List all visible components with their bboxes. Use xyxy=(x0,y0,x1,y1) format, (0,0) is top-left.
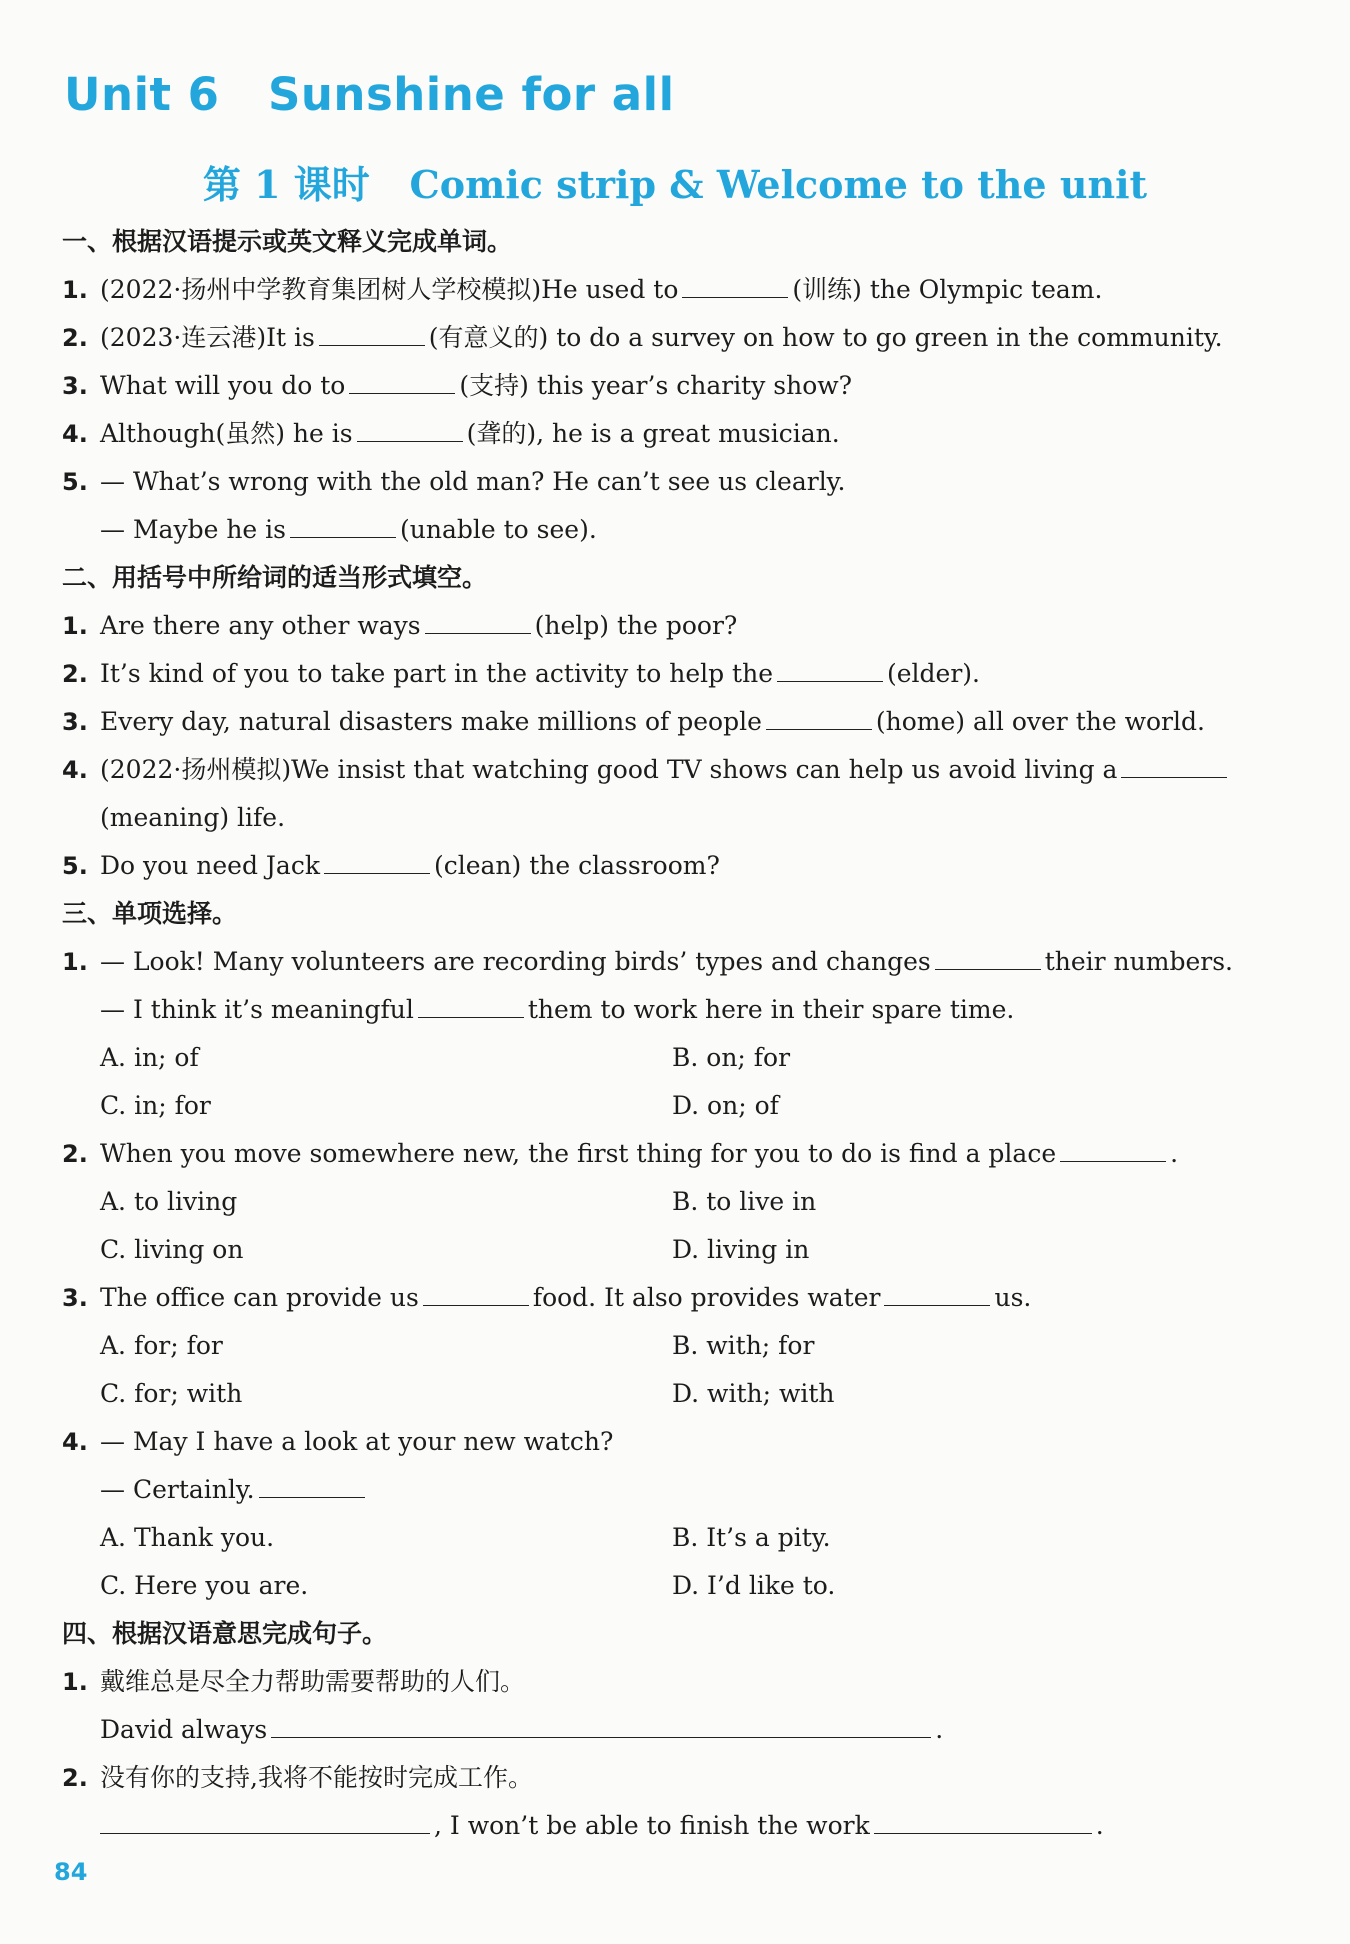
s2-q5 xyxy=(62,842,1262,890)
answer-blank[interactable] xyxy=(1060,1135,1166,1162)
answer-blank[interactable] xyxy=(349,367,455,394)
s3-q4-options-cd xyxy=(62,1562,1262,1610)
question-text: food. It also provides water xyxy=(532,1283,881,1312)
s1-q5-line2 xyxy=(62,506,1262,554)
question-text: Are there any other ways xyxy=(100,611,421,640)
option-d[interactable]: D. with; with xyxy=(672,1379,835,1408)
s1-q3 xyxy=(62,362,1262,410)
s3-q4-line2 xyxy=(62,1466,1262,1514)
option-b[interactable]: B. It’s a pity. xyxy=(672,1523,831,1552)
option-c[interactable]: C. in; for xyxy=(100,1091,211,1120)
question-text: (2023·连云港)It is xyxy=(100,323,315,352)
question-number: 5. xyxy=(62,852,88,880)
answer-blank[interactable] xyxy=(271,1711,931,1738)
s3-q4-options-ab xyxy=(62,1514,1262,1562)
question-text: their numbers. xyxy=(1044,947,1233,976)
lesson-title: 第 1 课时 Comic strip & Welcome to the unit xyxy=(202,162,1148,207)
answer-blank[interactable] xyxy=(935,943,1041,970)
question-text: — I think it’s meaningful xyxy=(100,995,414,1024)
question-text: us. xyxy=(994,1283,1032,1312)
section4-heading: 四、根据汉语意思完成句子。 xyxy=(62,1619,388,1648)
s3-q2 xyxy=(62,1130,1262,1178)
question-number: 3. xyxy=(62,1284,88,1312)
question-text: (clean) the classroom? xyxy=(433,851,720,880)
question-text: (help) the poor? xyxy=(534,611,738,640)
question-text: (elder). xyxy=(887,659,980,688)
option-b[interactable]: B. on; for xyxy=(672,1043,791,1072)
s4-q1-line2 xyxy=(62,1706,1262,1754)
answer-blank[interactable] xyxy=(319,319,425,346)
question-number: 1. xyxy=(62,1668,88,1696)
s2-q4-line2 xyxy=(62,794,1262,842)
option-a[interactable]: A. Thank you. xyxy=(100,1523,275,1552)
question-number: 1. xyxy=(62,948,88,976)
question-number: 2. xyxy=(62,1140,88,1168)
question-number: 3. xyxy=(62,372,88,400)
answer-blank[interactable] xyxy=(884,1279,990,1306)
s3-q3 xyxy=(62,1274,1262,1322)
s3-q1-options-cd xyxy=(62,1082,1262,1130)
section3-heading: 三、单项选择。 xyxy=(62,899,238,928)
option-b[interactable]: B. to live in xyxy=(672,1187,817,1216)
s3-q3-options-ab xyxy=(62,1322,1262,1370)
section1-heading: 一、根据汉语提示或英文释义完成单词。 xyxy=(62,227,513,256)
question-text: — Certainly. xyxy=(100,1475,255,1504)
answer-blank[interactable] xyxy=(357,415,463,442)
question-text: (meaning) life. xyxy=(100,803,286,832)
s2-q3 xyxy=(62,698,1262,746)
option-c[interactable]: C. for; with xyxy=(100,1379,243,1408)
question-number: 4. xyxy=(62,1428,88,1456)
unit-title: Unit 6 Sunshine for all xyxy=(64,68,675,121)
s3-q1-line2 xyxy=(62,986,1262,1034)
option-c[interactable]: C. living on xyxy=(100,1235,244,1264)
option-d[interactable]: D. I’d like to. xyxy=(672,1571,836,1600)
option-d[interactable]: D. on; of xyxy=(672,1091,779,1120)
answer-blank[interactable] xyxy=(100,1807,430,1834)
option-a[interactable]: A. in; of xyxy=(100,1043,199,1072)
s2-q1 xyxy=(62,602,1262,650)
question-number: 2. xyxy=(62,324,88,352)
s4-q2-line1 xyxy=(62,1754,1262,1802)
answer-blank[interactable] xyxy=(874,1807,1092,1834)
answer-blank[interactable] xyxy=(290,511,396,538)
question-text: . xyxy=(1095,1811,1104,1840)
s2-q4-line1 xyxy=(62,746,1262,794)
question-number: 4. xyxy=(62,756,88,784)
question-text: (聋的), he is a great musician. xyxy=(466,419,840,448)
s3-q1-line1 xyxy=(62,938,1262,986)
question-number: 2. xyxy=(62,660,88,688)
s4-q2-line2 xyxy=(62,1802,1262,1850)
option-c[interactable]: C. Here you are. xyxy=(100,1571,309,1600)
question-text: David always xyxy=(100,1715,268,1744)
question-text: What will you do to xyxy=(100,371,346,400)
answer-blank[interactable] xyxy=(682,271,788,298)
question-number: 3. xyxy=(62,708,88,736)
s3-q1-options-ab xyxy=(62,1034,1262,1082)
question-text: them to work here in their spare time. xyxy=(527,995,1015,1024)
option-d[interactable]: D. living in xyxy=(672,1235,810,1264)
question-text: (unable to see). xyxy=(400,515,597,544)
s3-q4-line1 xyxy=(62,1418,1262,1466)
question-text: It’s kind of you to take part in the activity to help the xyxy=(100,659,773,688)
s2-q2 xyxy=(62,650,1262,698)
answer-blank[interactable] xyxy=(324,847,430,874)
question-text: (2022·扬州模拟)We insist that watching good TV shows can help us avoid living a xyxy=(100,755,1118,784)
s1-q1 xyxy=(62,266,1262,314)
answer-blank[interactable] xyxy=(766,703,872,730)
question-number: 1. xyxy=(62,276,88,304)
question-text: Every day, natural disasters make millions of people xyxy=(100,707,762,736)
question-text: 没有你的支持,我将不能按时完成工作。 xyxy=(100,1763,533,1792)
question-text: The office can provide us xyxy=(100,1283,419,1312)
page-number: 84 xyxy=(54,1858,88,1886)
section2-heading: 二、用括号中所给词的适当形式填空。 xyxy=(62,563,488,592)
s3-q2-options-ab xyxy=(62,1178,1262,1226)
answer-blank[interactable] xyxy=(777,655,883,682)
question-number: 2. xyxy=(62,1764,88,1792)
question-text: — What’s wrong with the old man? He can’t see us clearly. xyxy=(100,467,846,496)
question-text: Do you need Jack xyxy=(100,851,320,880)
s3-q2-options-cd xyxy=(62,1226,1262,1274)
answer-blank[interactable] xyxy=(1121,751,1227,778)
question-text: Although(虽然) he is xyxy=(100,419,353,448)
question-text: 戴维总是尽全力帮助需要帮助的人们。 xyxy=(100,1667,526,1696)
exercise-content xyxy=(62,218,1262,1850)
answer-blank[interactable] xyxy=(418,991,524,1018)
question-text: , I won’t be able to finish the work xyxy=(434,1811,870,1840)
option-b[interactable]: B. with; for xyxy=(672,1331,815,1360)
question-text: (有意义的) to do a survey on how to go green in the community. xyxy=(428,323,1223,352)
question-number: 4. xyxy=(62,420,88,448)
question-text: When you move somewhere new, the first thing for you to do is find a place xyxy=(100,1139,1057,1168)
option-a[interactable]: A. for; for xyxy=(100,1331,223,1360)
question-text: (home) all over the world. xyxy=(875,707,1205,736)
s4-q1-line1 xyxy=(62,1658,1262,1706)
s1-q2 xyxy=(62,314,1262,362)
answer-blank[interactable] xyxy=(259,1471,365,1498)
question-text: — Maybe he is xyxy=(100,515,286,544)
question-text: (支持) this year’s charity show? xyxy=(459,371,853,400)
question-number: 1. xyxy=(62,612,88,640)
option-a[interactable]: A. to living xyxy=(100,1187,238,1216)
question-number: 5. xyxy=(62,468,88,496)
question-text: (训练) the Olympic team. xyxy=(792,275,1103,304)
question-text: — May I have a look at your new watch? xyxy=(100,1427,614,1456)
s1-q4 xyxy=(62,410,1262,458)
s1-q5-line1 xyxy=(62,458,1262,506)
question-text: . xyxy=(1170,1139,1179,1168)
question-text: . xyxy=(935,1715,944,1744)
answer-blank[interactable] xyxy=(425,607,531,634)
answer-blank[interactable] xyxy=(423,1279,529,1306)
question-text: (2022·扬州中学教育集团树人学校模拟)He used to xyxy=(100,275,679,304)
question-text: — Look! Many volunteers are recording birds’ types and changes xyxy=(100,947,931,976)
s3-q3-options-cd xyxy=(62,1370,1262,1418)
